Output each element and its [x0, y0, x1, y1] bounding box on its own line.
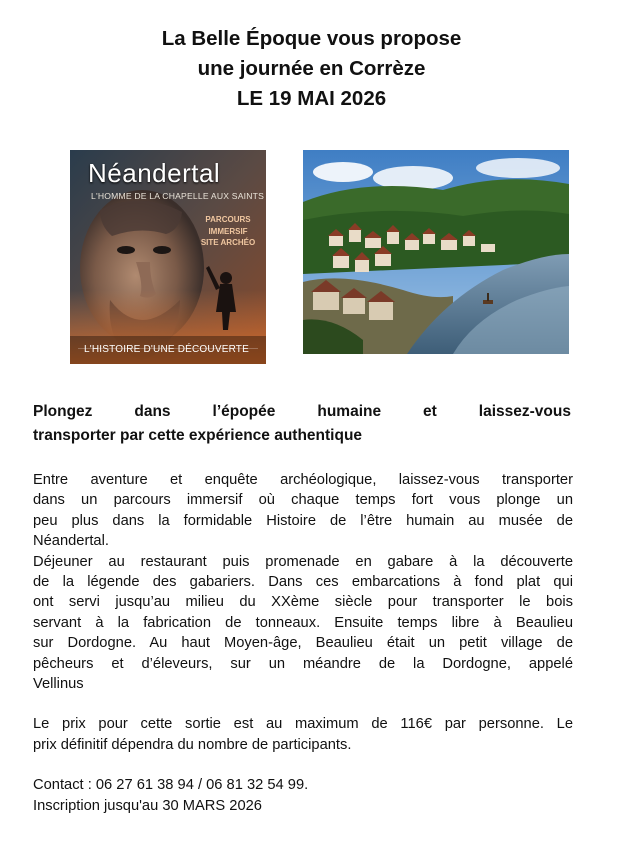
paragraph-2-line-7: Vellinus [33, 676, 84, 693]
headline-word-2: dans [134, 403, 171, 420]
body-text [33, 470, 573, 816]
paragraph-spacer [33, 694, 573, 714]
page-title [0, 24, 623, 114]
poster-tagline [194, 214, 262, 249]
poster-title: Néandertal [88, 158, 221, 188]
title-line-2: une journée en Corrèze [197, 57, 426, 80]
price-line-2: prix définitif dépendra du nombre de participants. [33, 736, 352, 753]
beaulieu-landscape-photo [303, 150, 569, 354]
poster-footer: L'HISTOIRE D'UNE DÉCOUVERTE [84, 344, 249, 355]
inscription-line: Inscription jusqu'au 30 MARS 2026 [33, 797, 262, 814]
paragraph-2-line-6: pêcheurs et d’éleveurs, sur un méandre de la Dordogne, appelé [33, 655, 573, 672]
price-line-1: Le prix pour cette sortie est au maximum de 116€ par personne. Le [33, 716, 573, 733]
headline-word-4: humaine [317, 403, 382, 420]
paragraph-2-line-3: ont servi jusqu’au milieu du XXème siècle pour transporter le bois [33, 594, 573, 611]
contact-line: Contact : 06 27 61 38 94 / 06 81 32 54 99. [33, 777, 309, 794]
headline-line-2: transporter par cette expérience authentique [33, 427, 363, 444]
paragraph-2-line-2: de la légende des gabariers. Dans ces embarcations à fond plat qui [33, 574, 573, 591]
neandertal-poster-image [70, 150, 266, 364]
poster-tag-2: IMMERSIF [208, 226, 248, 236]
title-line-1: La Belle Époque vous propose [161, 27, 462, 50]
landscape-artwork [303, 150, 569, 354]
paragraph-2-line-1: Déjeuner au restaurant puis promenade en gabare à la découverte [33, 553, 573, 570]
poster-tag-3: SITE ARCHÉO [200, 238, 256, 247]
paragraph-1-line-4: Néandertal. [33, 533, 109, 550]
headline-line-1 [33, 400, 571, 424]
paragraph-1-line-2: dans un parcours immersif où chaque temps fort vous plonge un [33, 492, 573, 509]
paragraph-2-line-4: servant à la fabrication de tonneaux. Ensuite temps libre à Beaulieu [33, 614, 573, 631]
headline-word-5: et [423, 403, 437, 420]
paragraph-1-line-3: peu plus dans la formidable Histoire de l’être humain au musée de [33, 512, 573, 529]
headline-word-6: laissez-vous [478, 403, 571, 420]
headline-word-3: l’épopée [212, 403, 276, 420]
title-line-3: LE 19 MAI 2026 [236, 87, 387, 110]
paragraph-spacer [33, 755, 573, 775]
poster-subtitle: L'HOMME DE LA CHAPELLE AUX SAINTS [91, 191, 265, 201]
headline-word-1: Plongez [33, 403, 93, 420]
paragraph-1-line-1: Entre aventure et enquête archéologique, laissez-vous transporter [33, 472, 573, 488]
headline [33, 400, 571, 448]
paragraph-2-line-5: sur Dordogne. Au haut Moyen-âge, Beaulieu était un petit village de [33, 635, 573, 652]
poster-tag-1: PARCOURS [205, 215, 251, 224]
